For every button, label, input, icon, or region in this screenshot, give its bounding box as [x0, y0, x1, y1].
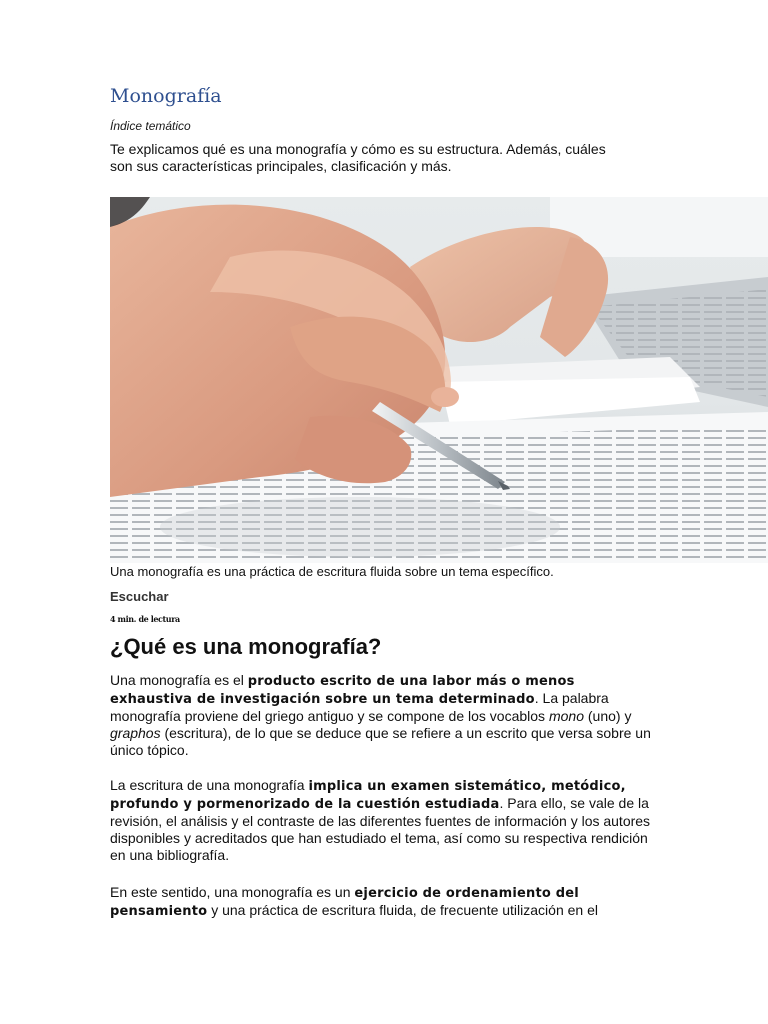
section-heading: ¿Qué es una monografía? — [110, 634, 382, 659]
read-time: 4 min. de lectura — [110, 614, 180, 624]
page-title: Monografía — [110, 85, 222, 107]
paragraph-2-bold: implica un examen sistemático, metódico, profundo y pormenorizado de la cuestión estudiada — [110, 779, 626, 812]
paragraph-3-bold: ejercicio de ordenamiento del pensamiento — [110, 886, 579, 919]
paragraph-1-term-mono: mono — [548, 708, 584, 724]
paragraph-2-text-a: La escritura de una monografía — [110, 777, 309, 793]
paragraph-1 — [110, 672, 658, 759]
paragraph-3 — [110, 884, 658, 920]
paragraph-3-text-c: y una práctica de escritura fluida, de frecuente utilización en el — [207, 902, 598, 918]
intro-paragraph: Te explicamos qué es una monografía y cómo es su estructura. Además, cuáles son sus características principales, clasificación y más. — [110, 141, 606, 174]
paragraph-3-text-a: En este sentido, una monografía es un — [110, 884, 355, 900]
paragraph-2-text-c: . Para ello, se vale de la revisión, el análisis y el contraste de las diferentes fuentes de información y los autores disponibles y acreditados que han estudiado el tema, así como su respectiva rendición en una bibliografía. — [110, 795, 651, 863]
paragraph-2 — [110, 777, 658, 864]
paragraph-1-text-e: (uno) y — [583, 708, 632, 724]
paragraph-1-text-g: (escritura), de lo que se deduce que se refiere a un escrito que versa sobre un único tópico. — [110, 725, 651, 758]
writing-hands-photo — [110, 197, 768, 563]
paragraph-1-text-c: . La palabra monografía proviene del griego antiguo y se compone de los vocablos — [110, 690, 609, 724]
paragraph-1-bold: producto escrito de una labor más o menos exhaustiva de investigación sobre un tema determinado — [110, 674, 575, 707]
paragraph-1-term-graphos: graphos — [110, 725, 161, 741]
listen-button[interactable]: Escuchar — [110, 589, 169, 604]
image-caption: Una monografía es una práctica de escritura fluida sobre un tema específico. — [110, 564, 554, 579]
index-link[interactable]: Índice temático — [110, 119, 191, 133]
paragraph-1-text-a: Una monografía es el — [110, 672, 248, 688]
